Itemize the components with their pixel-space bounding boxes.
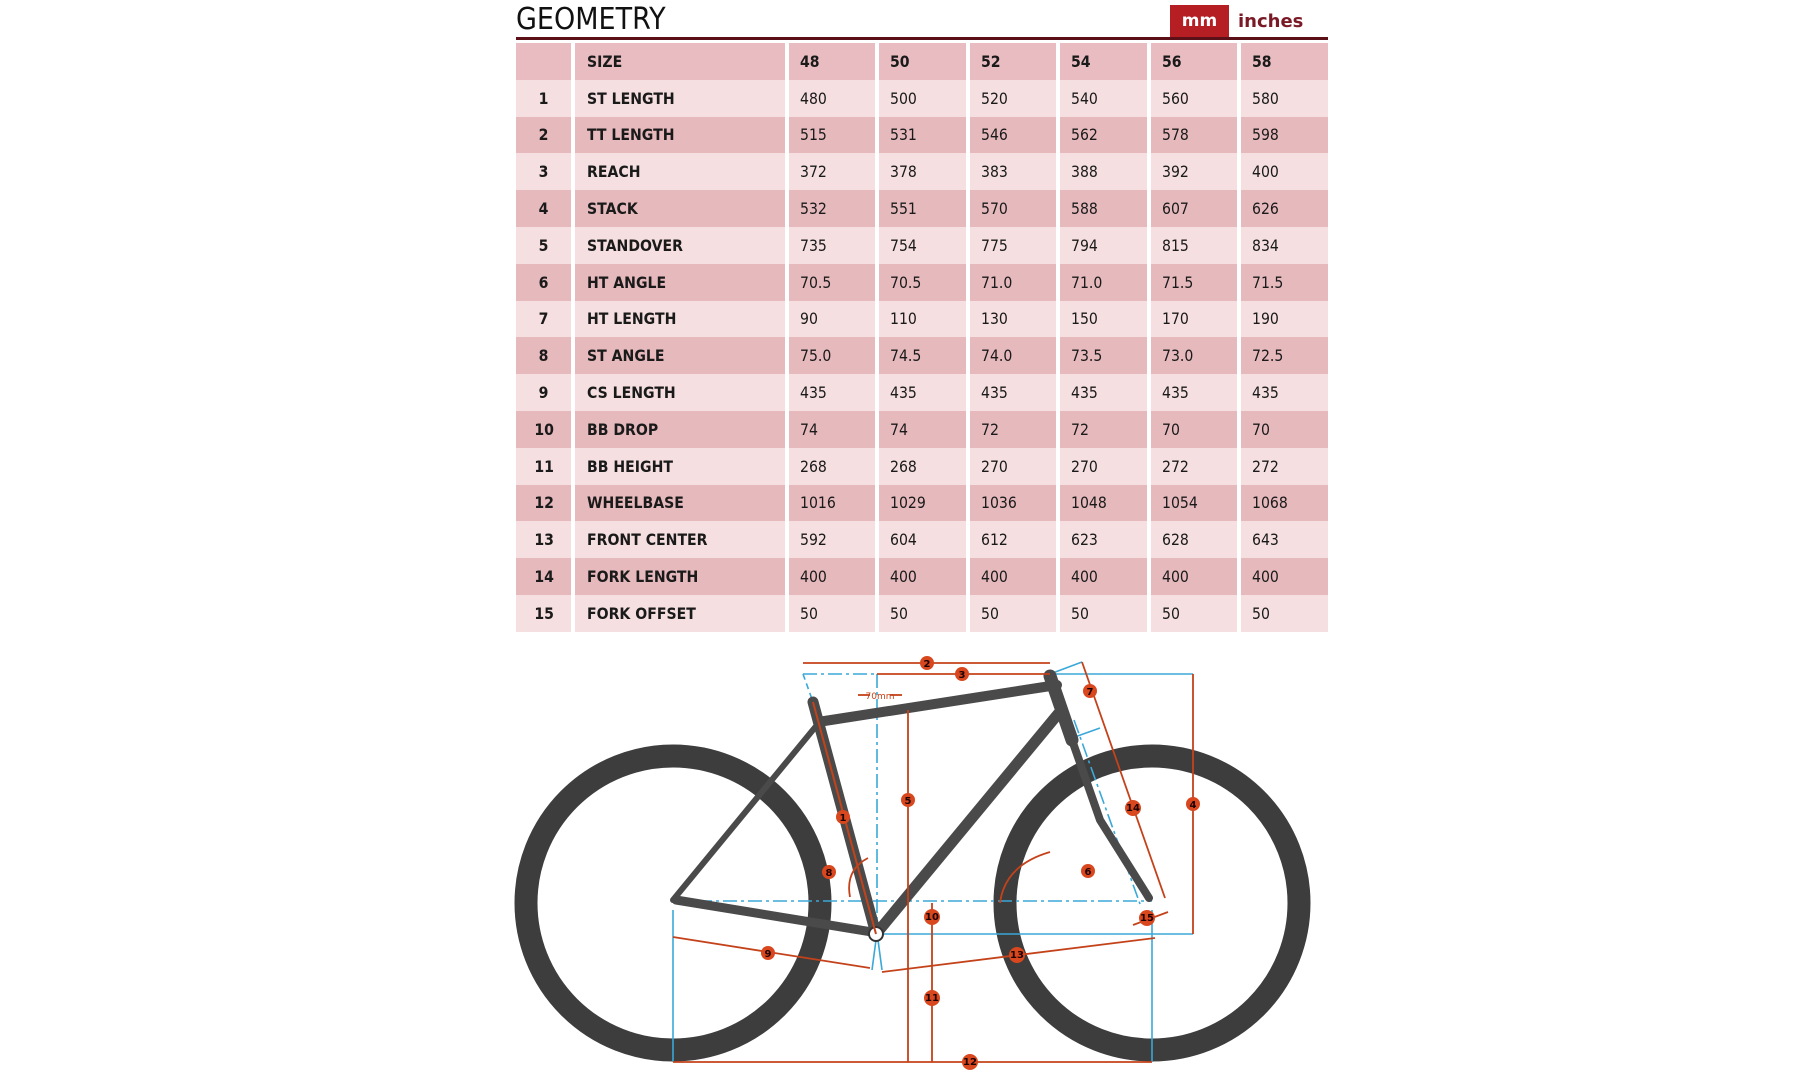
row-value: 70 <box>1241 411 1328 448</box>
row-value: 626 <box>1241 190 1328 227</box>
svg-text:5: 5 <box>904 796 912 807</box>
row-label: FRONT CENTER <box>575 521 784 558</box>
row-value: 435 <box>1241 374 1328 411</box>
row-value: 531 <box>879 117 966 154</box>
marker-15 <box>1139 910 1155 926</box>
svg-text:8: 8 <box>825 868 833 879</box>
row-value: 50 <box>970 595 1057 632</box>
row-value: 628 <box>1151 521 1238 558</box>
row-value: 598 <box>1241 117 1328 154</box>
row-value: 130 <box>970 301 1057 338</box>
svg-text:15: 15 <box>1140 913 1154 924</box>
header-size-cell: 48 <box>789 43 876 80</box>
row-number: 6 <box>516 264 571 301</box>
row-value: 272 <box>1151 448 1238 485</box>
row-value: 1054 <box>1151 485 1238 522</box>
row-value: 735 <box>789 227 876 264</box>
marker-1 <box>836 810 850 824</box>
row-value: 562 <box>1060 117 1147 154</box>
svg-text:7: 7 <box>1086 687 1094 698</box>
row-number: 7 <box>516 301 571 338</box>
row-number: 9 <box>516 374 571 411</box>
row-value: 580 <box>1241 80 1328 117</box>
row-value: 643 <box>1241 521 1328 558</box>
row-value: 74.0 <box>970 337 1057 374</box>
row-value: 268 <box>879 448 966 485</box>
standover-offset-label: 70mm <box>865 692 895 702</box>
marker-7 <box>1083 684 1097 698</box>
row-value: 834 <box>1241 227 1328 264</box>
row-value: 400 <box>789 558 876 595</box>
top-tube <box>818 685 1057 722</box>
row-value: 400 <box>1151 558 1238 595</box>
row-value: 268 <box>789 448 876 485</box>
row-value: 540 <box>1060 80 1147 117</box>
row-value: 378 <box>879 153 966 190</box>
row-value: 50 <box>1151 595 1238 632</box>
svg-text:10: 10 <box>925 912 939 923</box>
row-value: 72 <box>970 411 1057 448</box>
row-value: 1036 <box>970 485 1057 522</box>
marker-12 <box>962 1054 978 1070</box>
row-value: 70.5 <box>879 264 966 301</box>
row-value: 435 <box>970 374 1057 411</box>
header-size-label: SIZE <box>575 43 784 80</box>
row-value: 110 <box>879 301 966 338</box>
row-value: 435 <box>1151 374 1238 411</box>
row-value: 578 <box>1151 117 1238 154</box>
row-label: FORK LENGTH <box>575 558 784 595</box>
row-value: 400 <box>879 558 966 595</box>
row-value: 70 <box>1151 411 1238 448</box>
row-value: 612 <box>970 521 1057 558</box>
row-label: HT LENGTH <box>575 301 784 338</box>
row-value: 150 <box>1060 301 1147 338</box>
row-number: 5 <box>516 227 571 264</box>
row-value: 623 <box>1060 521 1147 558</box>
marker-9 <box>761 946 775 960</box>
header-size-cell: 58 <box>1241 43 1328 80</box>
row-value: 794 <box>1060 227 1147 264</box>
marker-3 <box>955 667 969 681</box>
row-label: ST LENGTH <box>575 80 784 117</box>
row-value: 546 <box>970 117 1057 154</box>
svg-text:14: 14 <box>1126 803 1140 814</box>
row-value: 75.0 <box>789 337 876 374</box>
svg-text:2: 2 <box>923 659 931 670</box>
row-value: 73.0 <box>1151 337 1238 374</box>
row-number: 12 <box>516 485 571 522</box>
row-value: 392 <box>1151 153 1238 190</box>
row-value: 400 <box>970 558 1057 595</box>
svg-text:4: 4 <box>1189 800 1197 811</box>
row-value: 50 <box>1060 595 1147 632</box>
row-value: 435 <box>1060 374 1147 411</box>
row-value: 73.5 <box>1060 337 1147 374</box>
row-value: 50 <box>789 595 876 632</box>
row-value: 435 <box>789 374 876 411</box>
row-value: 1029 <box>879 485 966 522</box>
row-value: 71.5 <box>1241 264 1328 301</box>
row-label: WHEELBASE <box>575 485 784 522</box>
row-value: 607 <box>1151 190 1238 227</box>
row-label: STACK <box>575 190 784 227</box>
row-number: 10 <box>516 411 571 448</box>
row-number: 11 <box>516 448 571 485</box>
row-value: 551 <box>879 190 966 227</box>
row-number: 15 <box>516 595 571 632</box>
svg-text:3: 3 <box>958 670 966 681</box>
row-number: 8 <box>516 337 571 374</box>
row-value: 588 <box>1060 190 1147 227</box>
row-value: 1016 <box>789 485 876 522</box>
row-label: BB DROP <box>575 411 784 448</box>
row-value: 592 <box>789 521 876 558</box>
row-value: 480 <box>789 80 876 117</box>
row-value: 74 <box>879 411 966 448</box>
row-number: 13 <box>516 521 571 558</box>
row-label: BB HEIGHT <box>575 448 784 485</box>
marker-2 <box>920 656 934 670</box>
row-value: 775 <box>970 227 1057 264</box>
header-size-cell: 56 <box>1151 43 1238 80</box>
row-value: 815 <box>1151 227 1238 264</box>
row-value: 270 <box>970 448 1057 485</box>
row-value: 190 <box>1241 301 1328 338</box>
marker-11 <box>924 990 940 1006</box>
svg-text:9: 9 <box>764 949 772 960</box>
row-label: ST ANGLE <box>575 337 784 374</box>
marker-5 <box>901 793 915 807</box>
row-value: 532 <box>789 190 876 227</box>
row-value: 372 <box>789 153 876 190</box>
marker-4 <box>1186 797 1200 811</box>
marker-14 <box>1125 800 1141 816</box>
page-title: GEOMETRY <box>516 2 666 37</box>
row-value: 400 <box>1060 558 1147 595</box>
row-value: 71.0 <box>1060 264 1147 301</box>
svg-text:13: 13 <box>1010 950 1024 961</box>
header-size-cell: 50 <box>879 43 966 80</box>
unit-toggle-mm[interactable]: mm <box>1170 5 1229 38</box>
row-value: 72 <box>1060 411 1147 448</box>
row-number: 1 <box>516 80 571 117</box>
row-value: 400 <box>1241 153 1328 190</box>
row-value: 1048 <box>1060 485 1147 522</box>
marker-10 <box>924 909 940 925</box>
row-value: 570 <box>970 190 1057 227</box>
marker-8 <box>822 865 836 879</box>
row-value: 74 <box>789 411 876 448</box>
row-value: 71.5 <box>1151 264 1238 301</box>
svg-text:6: 6 <box>1084 867 1092 878</box>
row-number: 4 <box>516 190 571 227</box>
unit-toggle-inches[interactable]: inches <box>1238 11 1304 32</box>
svg-text:1: 1 <box>839 813 847 824</box>
row-value: 270 <box>1060 448 1147 485</box>
marker-13 <box>1009 947 1025 963</box>
row-label: TT LENGTH <box>575 117 784 154</box>
row-label: HT ANGLE <box>575 264 784 301</box>
row-number: 2 <box>516 117 571 154</box>
row-value: 70.5 <box>789 264 876 301</box>
row-value: 71.0 <box>970 264 1057 301</box>
row-value: 435 <box>879 374 966 411</box>
header-size-cell: 52 <box>970 43 1057 80</box>
chain-stay <box>676 900 872 932</box>
row-value: 520 <box>970 80 1057 117</box>
row-value: 400 <box>1241 558 1328 595</box>
row-value: 72.5 <box>1241 337 1328 374</box>
row-value: 74.5 <box>879 337 966 374</box>
row-label: CS LENGTH <box>575 374 784 411</box>
row-value: 388 <box>1060 153 1147 190</box>
marker-6 <box>1081 864 1095 878</box>
svg-text:12: 12 <box>963 1057 977 1068</box>
row-value: 500 <box>879 80 966 117</box>
row-value: 383 <box>970 153 1057 190</box>
row-label: STANDOVER <box>575 227 784 264</box>
row-value: 170 <box>1151 301 1238 338</box>
svg-text:11: 11 <box>925 993 939 1004</box>
row-value: 754 <box>879 227 966 264</box>
row-value: 515 <box>789 117 876 154</box>
row-value: 604 <box>879 521 966 558</box>
row-label: FORK OFFSET <box>575 595 784 632</box>
header-size-cell: 54 <box>1060 43 1147 80</box>
row-number: 3 <box>516 153 571 190</box>
row-number: 14 <box>516 558 571 595</box>
row-value: 1068 <box>1241 485 1328 522</box>
row-value: 272 <box>1241 448 1328 485</box>
row-label: REACH <box>575 153 784 190</box>
row-value: 560 <box>1151 80 1238 117</box>
row-value: 50 <box>879 595 966 632</box>
row-value: 50 <box>1241 595 1328 632</box>
row-value: 90 <box>789 301 876 338</box>
